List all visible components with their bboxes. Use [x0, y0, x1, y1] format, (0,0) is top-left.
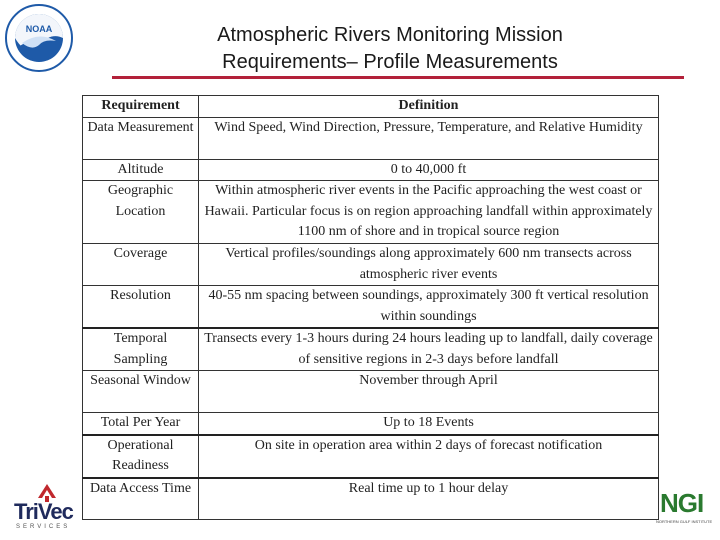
definition-cell: Wind Speed, Wind Direction, Pressure, Temperature, and Relative Humidity — [199, 117, 659, 159]
definition-cell: Real time up to 1 hour delay — [199, 478, 659, 520]
requirement-cell: Temporal Sampling — [83, 328, 199, 371]
requirements-table-container — [82, 95, 658, 515]
table-row — [83, 117, 659, 159]
requirement-cell: Geographic Location — [83, 181, 199, 244]
title-line-1: Atmospheric Rivers Monitoring Mission — [217, 24, 563, 46]
page-title — [100, 22, 680, 76]
requirement-cell: Resolution — [83, 286, 199, 329]
table-row — [83, 286, 659, 329]
header-requirement: Requirement — [83, 96, 199, 118]
requirement-cell: Data Access Time — [83, 478, 199, 520]
header-definition: Definition — [199, 96, 659, 118]
table-header-row — [83, 96, 659, 118]
trivec-logo-subtext: SERVICES — [16, 524, 71, 530]
requirements-table — [82, 95, 659, 520]
table-row — [83, 328, 659, 371]
definition-cell: 40-55 nm spacing between soundings, approximately 300 ft vertical resolution within soundings — [199, 286, 659, 329]
definition-cell: November through April — [199, 371, 659, 413]
ngi-logo-subtext: NORTHERN GULF INSTITUTE — [656, 519, 713, 524]
noaa-logo-text: NOAA — [25, 24, 53, 34]
table-row — [83, 181, 659, 244]
table-row — [83, 413, 659, 435]
definition-cell: On site in operation area within 2 days of forecast notification — [199, 435, 659, 478]
definition-cell: Up to 18 Events — [199, 413, 659, 435]
requirement-cell: Seasonal Window — [83, 371, 199, 413]
requirement-cell: Data Measurement — [83, 117, 199, 159]
noaa-logo — [4, 3, 74, 73]
table-row — [83, 435, 659, 478]
ngi-logo-text: NGI — [660, 488, 704, 518]
definition-cell: Transects every 1-3 hours during 24 hours leading up to landfall, daily coverage of sensitive regions in 2-3 days before landfall — [199, 328, 659, 371]
requirement-cell: Coverage — [83, 244, 199, 286]
definition-cell: Vertical profiles/soundings along approximately 600 nm transects across atmospheric river events — [199, 244, 659, 286]
title-line-2: Requirements– Profile Measurements — [222, 51, 558, 73]
table-row — [83, 478, 659, 520]
requirement-cell: Total Per Year — [83, 413, 199, 435]
definition-cell: 0 to 40,000 ft — [199, 159, 659, 181]
table-row — [83, 371, 659, 413]
table-row — [83, 244, 659, 286]
requirement-cell: Altitude — [83, 159, 199, 181]
title-divider — [112, 76, 684, 79]
requirement-cell: Operational Readiness — [83, 435, 199, 478]
trivec-logo-text: TriVec — [14, 499, 73, 524]
table-row — [83, 159, 659, 181]
definition-cell: Within atmospheric river events in the Pacific approaching the west coast or Hawaii. Particular focus is on region approaching landfall within approximately 1100 nm of shore and in tropical source region — [199, 181, 659, 244]
